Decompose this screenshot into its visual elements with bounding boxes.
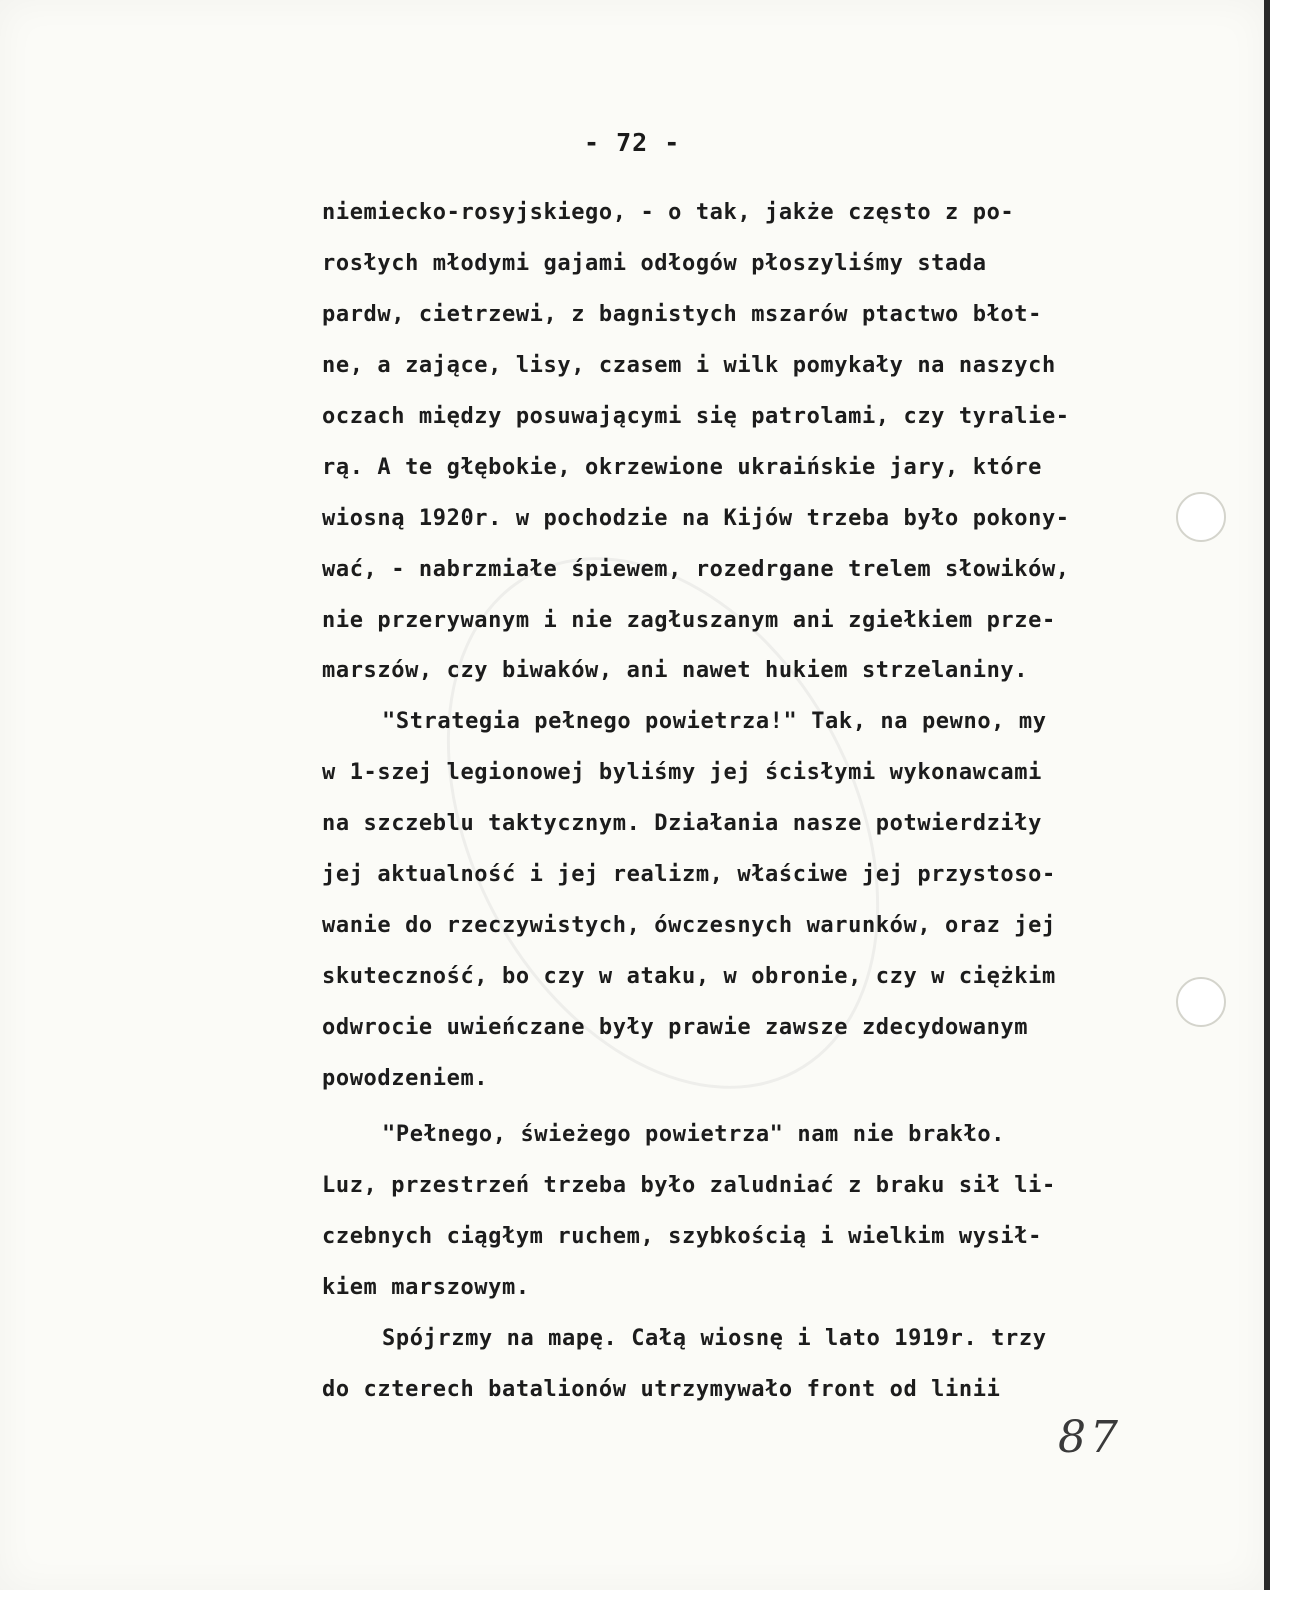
- text-line: "Pełnego, świeżego powietrza" nam nie brakło.: [382, 1122, 1006, 1147]
- text-line: czebnych ciągłym ruchem, szybkością i wielkim wysił-: [322, 1224, 1042, 1249]
- text-line: niemiecko-rosyjskiego, - o tak, jakże często z po-: [322, 200, 1015, 225]
- text-line: wanie do rzeczywistych, ówczesnych warunków, oraz jej: [322, 913, 1056, 938]
- text-line: do czterech batalionów utrzymywało front od linii: [322, 1377, 1001, 1402]
- text-line: nie przerywanym i nie zagłuszanym ani zgiełkiem prze-: [322, 608, 1056, 633]
- text-line: marszów, czy biwaków, ani nawet hukiem strzelaniny.: [322, 658, 1029, 683]
- text-line: ne, a zające, lisy, czasem i wilk pomykały na naszych: [322, 353, 1056, 378]
- text-line: na szczeblu taktycznym. Działania nasze potwierdziły: [322, 811, 1042, 836]
- text-line: powodzeniem.: [322, 1066, 489, 1091]
- text-line: w 1-szej legionowej byliśmy jej ścisłymi wykonawcami: [322, 760, 1042, 785]
- handwritten-folio-number: 87: [1058, 1412, 1122, 1463]
- text-line: wiosną 1920r. w pochodzie na Kijów trzeba było pokony-: [322, 506, 1070, 531]
- text-line: kiem marszowym.: [322, 1275, 530, 1300]
- page-number: - 72 -: [584, 128, 681, 157]
- text-line: Spójrzmy na mapę. Całą wiosnę i lato 1919r. trzy: [382, 1326, 1047, 1351]
- scan-margin: [1270, 0, 1289, 1600]
- text-line: wać, - nabrzmiałe śpiewem, rozedrgane trelem słowików,: [322, 557, 1070, 582]
- text-line: skuteczność, bo czy w ataku, w obronie, czy w ciężkim: [322, 964, 1056, 989]
- text-line: odwrocie uwieńczane były prawie zawsze zdecydowanym: [322, 1015, 1029, 1040]
- text-line: pardw, cietrzewi, z bagnistych mszarów ptactwo błot-: [322, 302, 1042, 327]
- text-line: rosłych młodymi gajami odłogów płoszyliśmy stada: [322, 251, 987, 276]
- text-line: rą. A te głębokie, okrzewione ukraińskie jary, które: [322, 455, 1042, 480]
- punch-hole: [1176, 492, 1226, 542]
- text-line: Luz, przestrzeń trzeba było zaludniać z braku sił li-: [322, 1173, 1056, 1198]
- text-line: "Strategia pełnego powietrza!" Tak, na pewno, my: [382, 709, 1047, 734]
- punch-hole: [1176, 977, 1226, 1027]
- text-line: jej aktualność i jej realizm, właściwe jej przystoso-: [322, 862, 1056, 887]
- text-line: oczach między posuwającymi się patrolami, czy tyralie-: [322, 404, 1070, 429]
